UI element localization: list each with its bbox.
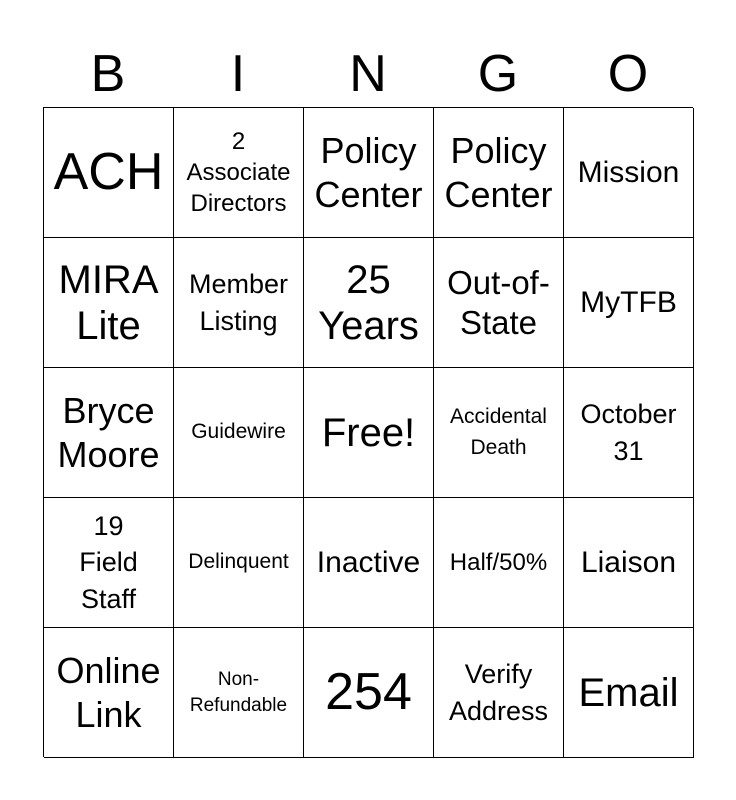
bingo-cell[interactable]: Bryce Moore bbox=[44, 368, 174, 498]
header-letter-i: I bbox=[230, 45, 246, 103]
header-letter-n: N bbox=[349, 45, 387, 103]
bingo-cell[interactable]: Half/50% bbox=[434, 498, 564, 628]
bingo-cell[interactable]: Accidental Death bbox=[434, 368, 564, 498]
bingo-cell[interactable]: Member Listing bbox=[174, 238, 304, 368]
bingo-cell[interactable]: Email bbox=[564, 628, 694, 758]
bingo-header bbox=[43, 40, 693, 108]
bingo-cell[interactable]: Out-of- State bbox=[434, 238, 564, 368]
bingo-cell[interactable]: Mission bbox=[564, 108, 694, 238]
bingo-cell[interactable]: October 31 bbox=[564, 368, 694, 498]
header-letter-o: O bbox=[607, 45, 649, 103]
header-letter-b: B bbox=[90, 45, 126, 103]
bingo-cell[interactable]: Delinquent bbox=[174, 498, 304, 628]
bingo-cell[interactable]: 2 Associate Directors bbox=[174, 108, 304, 238]
bingo-cell[interactable]: Liaison bbox=[564, 498, 694, 628]
bingo-cell[interactable]: Policy Center bbox=[304, 108, 434, 238]
bingo-cell[interactable]: 254 bbox=[304, 628, 434, 758]
bingo-cell[interactable]: MIRA Lite bbox=[44, 238, 174, 368]
bingo-cell[interactable]: 25 Years bbox=[304, 238, 434, 368]
bingo-cell[interactable]: MyTFB bbox=[564, 238, 694, 368]
bingo-cell[interactable]: ACH bbox=[44, 108, 174, 238]
bingo-cell[interactable]: Inactive bbox=[304, 498, 434, 628]
header-letter-g: G bbox=[477, 45, 519, 103]
bingo-grid bbox=[43, 107, 693, 757]
bingo-cell[interactable]: Guidewire bbox=[174, 368, 304, 498]
free-space[interactable]: Free! bbox=[304, 368, 434, 498]
bingo-cell[interactable]: Policy Center bbox=[434, 108, 564, 238]
bingo-cell[interactable]: Non- Refundable bbox=[174, 628, 304, 758]
bingo-cell[interactable]: Verify Address bbox=[434, 628, 564, 758]
bingo-cell[interactable]: 19 Field Staff bbox=[44, 498, 174, 628]
bingo-cell[interactable]: Online Link bbox=[44, 628, 174, 758]
